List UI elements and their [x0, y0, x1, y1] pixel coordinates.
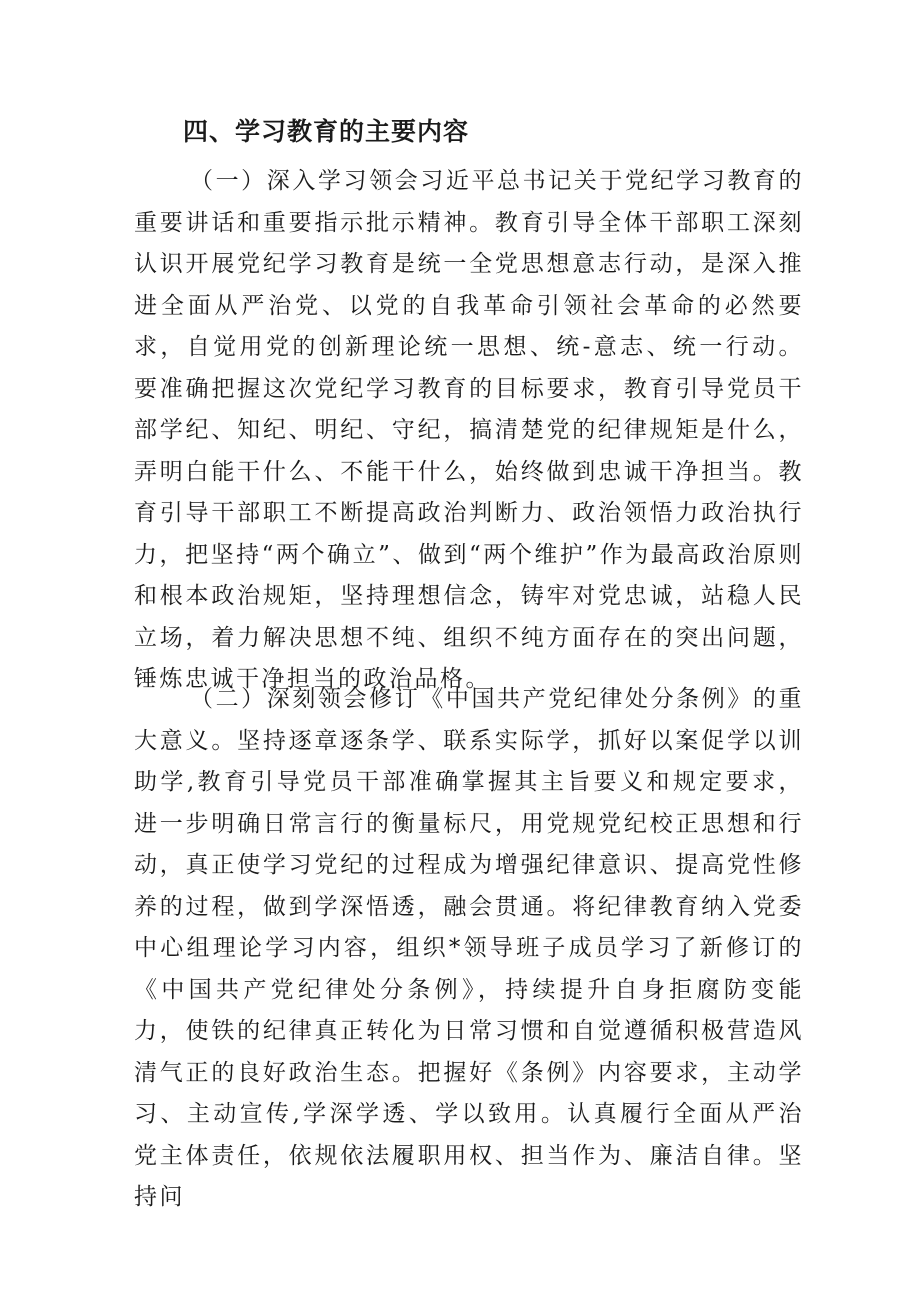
paragraph-1: （一）深入学习领会习近平总书记关于党纪学习教育的重要讲话和重要指示批示精神。教育引导全体干部职工深刻认识开展党纪学习教育是统一全党思想意志行动，是深入推进全面从严治党、以党的自我革命引领社会革命的必然要求，自觉用党的创新理论统一思想、统-意志、统一行动。要准确把握这次党纪学习教育的目标要求，教育引导党员干部学纪、知纪、明纪、守纪，搞清楚党的纪律规矩是什么，弄明白能干什么、不能干什么，始终做到忠诚干净担当。教育引导干部职工不断提高政治判断力、政治领悟力政治执行力，把坚持“两个确立”、做到“两个维护”作为最高政治原则和根本政治规矩，坚持理想信念，铸牢对党忠诚，站稳人民立场，着力解决思想不纯、组织不纯方面存在的突出问题，锤炼忠诚干净担当的政治品格。 [134, 168, 804, 692]
section-heading: 四、学习教育的主要内容 [183, 117, 470, 146]
paragraph-2: （二）深刻领会修订《中国共产党纪律处分条例》的重大意义。坚持逐章逐条学、联系实际学，抓好以案促学以训助学,教育引导党员干部准确掌握其主旨要义和规定要求，进一步明确日常言行的衡量标尺，用党规党纪校正思想和行动，真正使学习党纪的过程成为增强纪律意识、提高党性修养的过程，做到学深悟透，融会贯通。将纪律教育纳入党委中心组理论学习内容，组织*领导班子成员学习了新修订的《中国共产党纪律处分条例》，持续提升自身拒腐防变能力，使铁的纪律真正转化为日常习惯和自觉遵循积极营造风清气正的良好政治生态。把握好《条例》内容要求，主动学习、主动宣传,学深学透、学以致用。认真履行全面从严治党主体责任，依规依法履职用权、担当作为、廉洁自律。坚持问 [134, 686, 804, 1210]
